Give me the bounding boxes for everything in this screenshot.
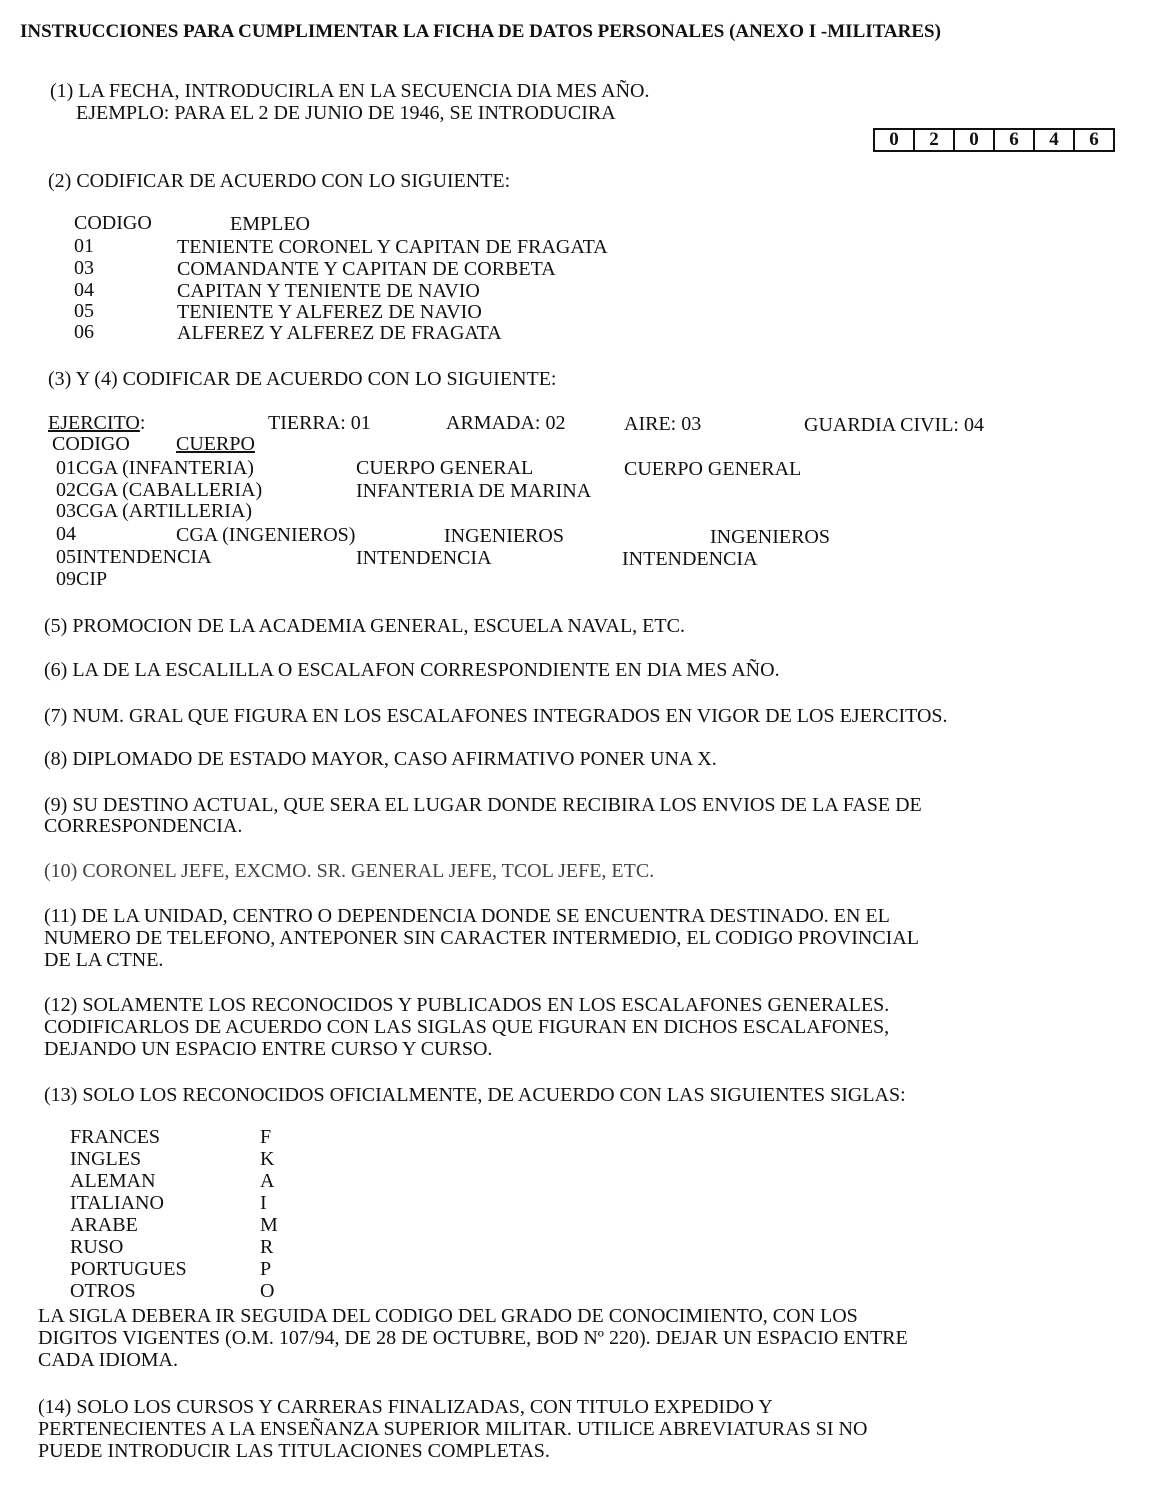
rank-code: 01 xyxy=(74,235,94,257)
cuerpo-header: CUERPO xyxy=(176,433,255,455)
item-11-line-3: DE LA CTNE. xyxy=(44,949,164,971)
date-digit: 4 xyxy=(1035,130,1075,150)
item-9-line-2: CORRESPONDENCIA. xyxy=(44,815,243,837)
date-digit: 6 xyxy=(1089,129,1099,150)
ejercito-colon: : xyxy=(139,412,146,434)
rank-code: 06 xyxy=(74,321,94,343)
cuerpo-row-2-tierra: 02CGA (CABALLERIA) xyxy=(56,479,263,501)
item-9-line-1: (9) SU DESTINO ACTUAL, QUE SERA EL LUGAR DONDE RECIBIRA LOS ENVIOS DE LA FASE DE xyxy=(44,794,922,816)
date-digit: 6 xyxy=(995,130,1035,150)
language-name: ARABE xyxy=(70,1214,138,1236)
cuerpo-row-1-aire: CUERPO GENERAL xyxy=(624,458,802,480)
language-name: FRANCES xyxy=(70,1126,161,1148)
item-13-note-line-3: CADA IDIOMA. xyxy=(38,1349,178,1371)
item-11-line-2: NUMERO DE TELEFONO, ANTEPONER SIN CARACTER INTERMEDIO, EL CODIGO PROVINCIAL xyxy=(44,927,919,949)
cuerpo-row-4-aire: INGENIEROS xyxy=(710,526,830,548)
language-code: K xyxy=(260,1148,275,1170)
column-header-empleo: EMPLEO xyxy=(230,213,310,235)
cuerpo-row-1-armada: CUERPO GENERAL xyxy=(356,457,534,479)
item-8: (8) DIPLOMADO DE ESTADO MAYOR, CASO AFIRMATIVO PONER UNA X. xyxy=(44,748,717,770)
item-5: (5) PROMOCION DE LA ACADEMIA GENERAL, ESCUELA NAVAL, ETC. xyxy=(44,615,685,637)
ejercito-label xyxy=(48,412,145,434)
language-name: ITALIANO xyxy=(70,1192,164,1214)
language-code: R xyxy=(260,1236,274,1258)
rank-code: 05 xyxy=(74,300,94,322)
language-code: F xyxy=(260,1126,272,1148)
document-title: INSTRUCCIONES PARA CUMPLIMENTAR LA FICHA DE DATOS PERSONALES (ANEXO I -MILITARES) xyxy=(20,21,941,42)
item-13-note-line-1: LA SIGLA DEBERA IR SEGUIDA DEL CODIGO DEL GRADO DE CONOCIMIENTO, CON LOS xyxy=(38,1305,858,1327)
cuerpo-row-6-tierra: 09CIP xyxy=(56,568,108,590)
cuerpo-row-4-armada: INGENIEROS xyxy=(444,525,564,547)
rank-name: CAPITAN Y TENIENTE DE NAVIO xyxy=(177,280,480,302)
language-code: M xyxy=(260,1214,278,1236)
ejercito-label-text: EJERCITO xyxy=(48,412,140,434)
date-digit: 0 xyxy=(875,130,915,150)
rank-name: COMANDANTE Y CAPITAN DE CORBETA xyxy=(177,258,556,280)
cuerpo-row-1-tierra: 01CGA (INFANTERIA) xyxy=(56,457,254,479)
language-code: A xyxy=(260,1170,275,1192)
language-name: ALEMAN xyxy=(70,1170,156,1192)
item-1-line-2: EJEMPLO: PARA EL 2 DE JUNIO DE 1946, SE INTRODUCIRA xyxy=(76,102,616,124)
language-name: RUSO xyxy=(70,1236,124,1258)
rank-code: 03 xyxy=(74,257,94,279)
item-13-note-line-2: DIGITOS VIGENTES (O.M. 107/94, DE 28 DE OCTUBRE, BOD Nº 220). DEJAR UN ESPACIO ENTRE xyxy=(38,1327,908,1349)
guardia-civil-code: GUARDIA CIVIL: 04 xyxy=(804,414,984,436)
item-3-4-heading: (3) Y (4) CODIFICAR DE ACUERDO CON LO SIGUIENTE: xyxy=(48,368,557,390)
cuerpo-row-3-tierra: 03CGA (ARTILLERIA) xyxy=(56,500,252,522)
cuerpo-row-4-tierra: CGA (INGENIEROS) xyxy=(176,524,356,546)
date-digit: 0 xyxy=(955,130,995,150)
item-11-line-1: (11) DE LA UNIDAD, CENTRO O DEPENDENCIA DONDE SE ENCUENTRA DESTINADO. EN EL xyxy=(44,905,890,927)
language-code: O xyxy=(260,1280,275,1302)
language-code: P xyxy=(260,1258,272,1280)
item-6: (6) LA DE LA ESCALILLA O ESCALAFON CORRESPONDIENTE EN DIA MES AÑO. xyxy=(44,659,780,681)
date-example-box xyxy=(873,128,1115,152)
codigo-header: CODIGO xyxy=(52,433,130,455)
item-1-line-1: (1) LA FECHA, INTRODUCIRLA EN LA SECUENCIA DIA MES AÑO. xyxy=(50,80,650,102)
language-code: I xyxy=(260,1192,267,1214)
item-2-heading: (2) CODIFICAR DE ACUERDO CON LO SIGUIENTE: xyxy=(48,170,511,192)
aire-code: AIRE: 03 xyxy=(624,413,702,435)
rank-name: ALFEREZ Y ALFEREZ DE FRAGATA xyxy=(177,322,502,344)
language-name: PORTUGUES xyxy=(70,1258,187,1280)
language-name: INGLES xyxy=(70,1148,142,1170)
language-name: OTROS xyxy=(70,1280,136,1302)
rank-code: 04 xyxy=(74,279,94,301)
cuerpo-row-2-armada: INFANTERIA DE MARINA xyxy=(356,480,592,502)
rank-name: TENIENTE Y ALFEREZ DE NAVIO xyxy=(177,301,482,323)
armada-code: ARMADA: 02 xyxy=(446,412,566,434)
item-12-line-3: DEJANDO UN ESPACIO ENTRE CURSO Y CURSO. xyxy=(44,1038,493,1060)
cuerpo-row-5-tierra: 05INTENDENCIA xyxy=(56,546,212,568)
item-12-line-2: CODIFICARLOS DE ACUERDO CON LAS SIGLAS QUE FIGURAN EN DICHOS ESCALAFONES, xyxy=(44,1016,890,1038)
item-7: (7) NUM. GRAL QUE FIGURA EN LOS ESCALAFONES INTEGRADOS EN VIGOR DE LOS EJERCITOS. xyxy=(44,705,948,727)
item-12-line-1: (12) SOLAMENTE LOS RECONOCIDOS Y PUBLICADOS EN LOS ESCALAFONES GENERALES. xyxy=(44,994,890,1016)
item-14-line-1: (14) SOLO LOS CURSOS Y CARRERAS FINALIZADAS, CON TITULO EXPEDIDO Y xyxy=(38,1396,773,1418)
rank-name: TENIENTE CORONEL Y CAPITAN DE FRAGATA xyxy=(177,236,608,258)
item-14-line-3: PUEDE INTRODUCIR LAS TITULACIONES COMPLETAS. xyxy=(38,1440,550,1462)
item-10: (10) CORONEL JEFE, EXCMO. SR. GENERAL JEFE, TCOL JEFE, ETC. xyxy=(44,860,655,882)
cuerpo-row-5-armada: INTENDENCIA xyxy=(356,547,492,569)
cuerpo-row-5-aire: INTENDENCIA xyxy=(622,548,758,570)
tierra-code: TIERRA: 01 xyxy=(268,412,371,434)
item-13-heading: (13) SOLO LOS RECONOCIDOS OFICIALMENTE, DE ACUERDO CON LAS SIGUIENTES SIGLAS: xyxy=(44,1084,906,1106)
column-header-codigo: CODIGO xyxy=(74,212,152,234)
cuerpo-row-4-code: 04 xyxy=(56,523,76,545)
date-digit: 2 xyxy=(915,130,955,150)
item-14-line-2: PERTENECIENTES A LA ENSEÑANZA SUPERIOR MILITAR. UTILICE ABREVIATURAS SI NO xyxy=(38,1418,868,1440)
